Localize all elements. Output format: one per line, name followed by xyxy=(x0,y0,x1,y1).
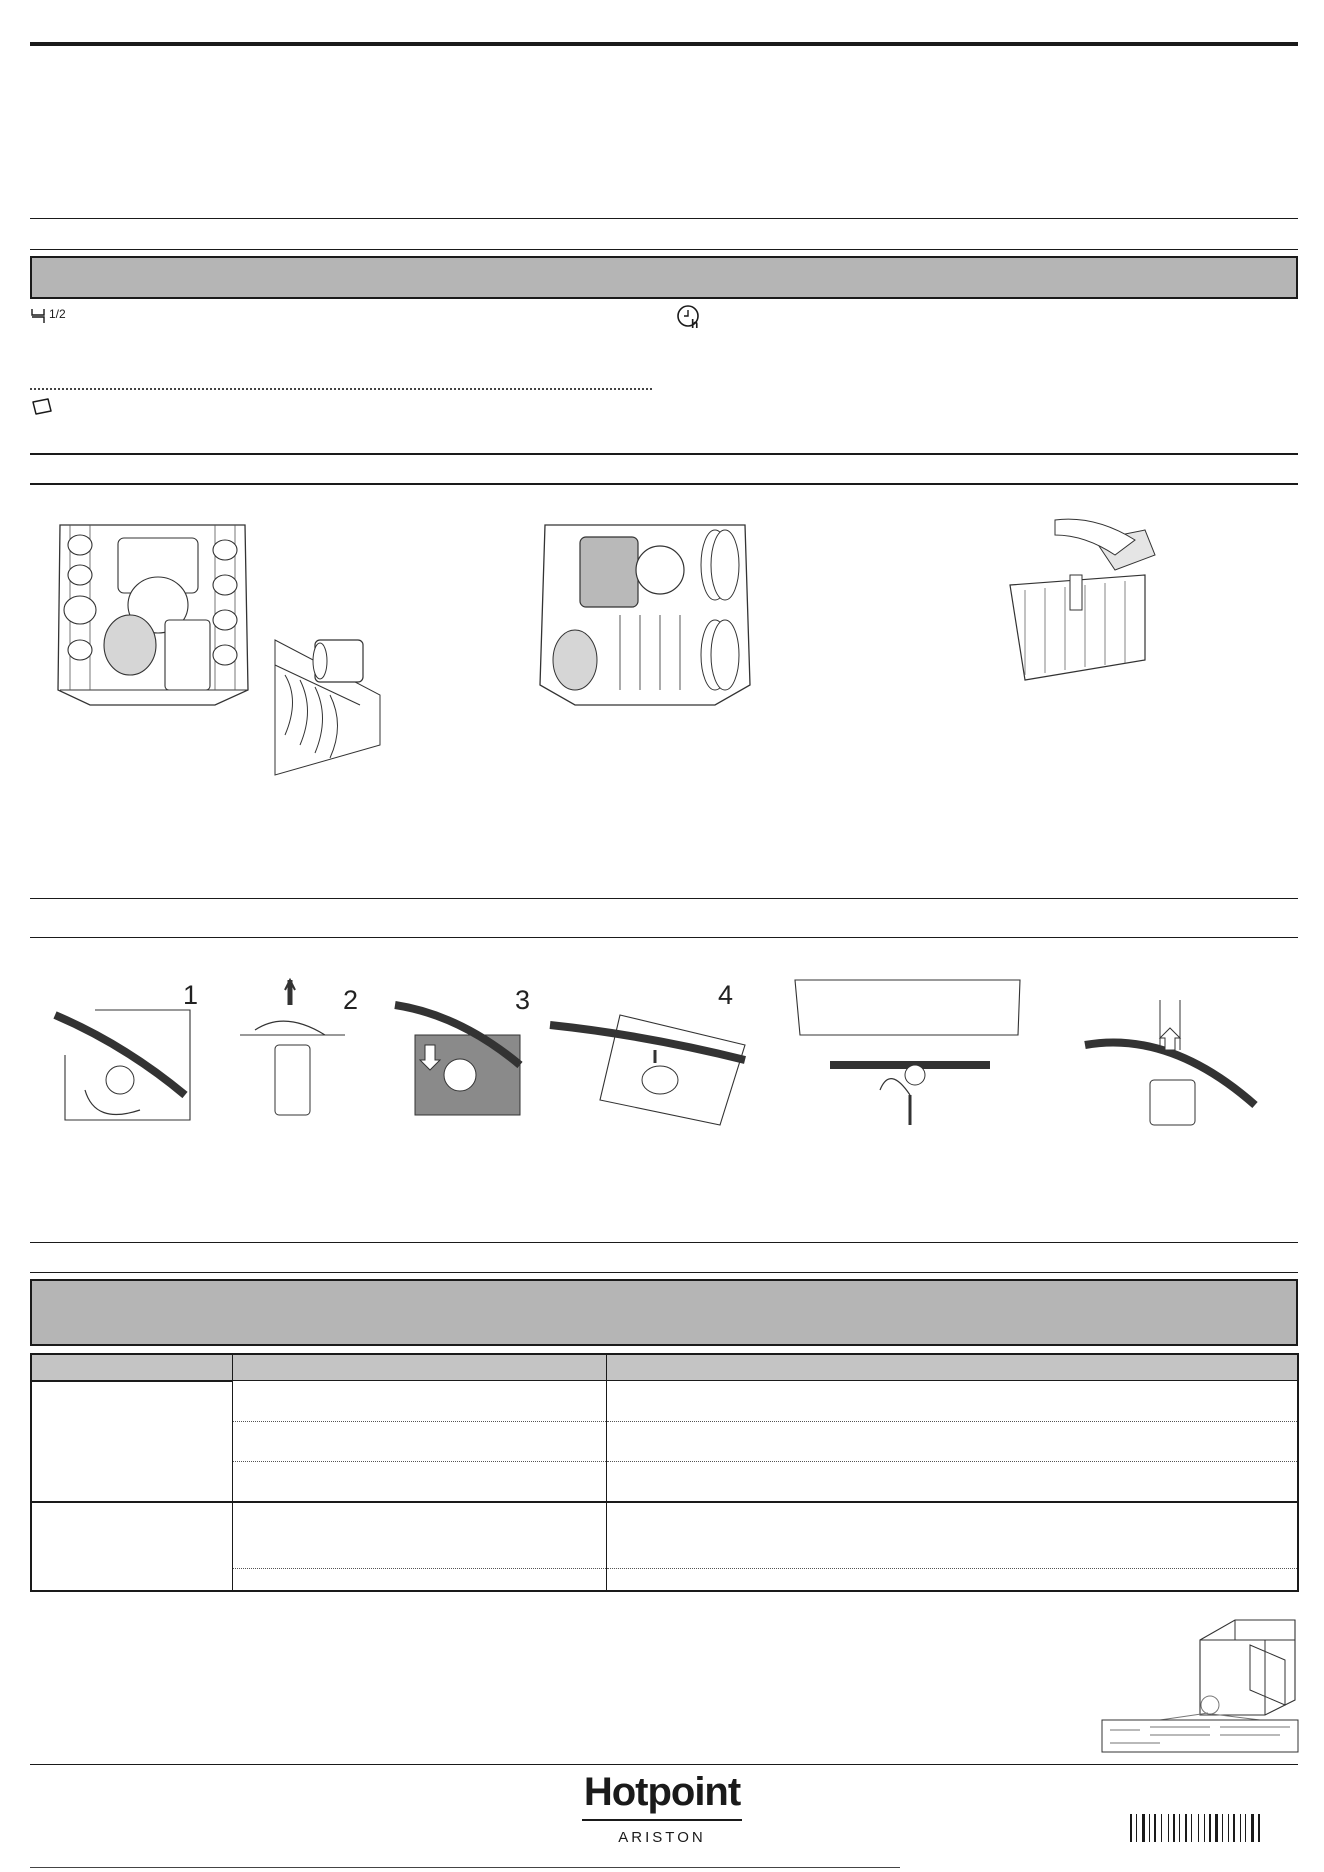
barcode-bar xyxy=(1258,1814,1260,1842)
solution-cell xyxy=(607,1381,1299,1421)
cause-cell xyxy=(233,1421,607,1461)
barcode-bar xyxy=(1198,1814,1199,1842)
section-rule xyxy=(30,898,1298,899)
half-load-label: 1/2 xyxy=(49,307,66,321)
lower-basket-illustration xyxy=(50,510,255,715)
solution-cell xyxy=(607,1462,1299,1502)
step-number: 2 xyxy=(343,985,359,1015)
troubleshooting-table xyxy=(30,1353,1299,1592)
options-header-band xyxy=(30,256,1298,299)
column-header xyxy=(31,1354,233,1381)
troubleshooting-header-band xyxy=(30,1279,1298,1346)
barcode-bar xyxy=(1161,1814,1162,1842)
barcode-bar xyxy=(1142,1814,1145,1842)
tablet-icon xyxy=(30,397,56,417)
upper-basket-illustration xyxy=(530,515,760,715)
delay-start-label: h xyxy=(691,317,699,331)
step-number: 4 xyxy=(718,980,734,1010)
barcode-bar xyxy=(1179,1814,1180,1842)
column-header xyxy=(607,1354,1299,1381)
barcode-bar xyxy=(1149,1814,1150,1842)
barcode-bar xyxy=(1228,1814,1229,1842)
section-rule xyxy=(30,1242,1298,1243)
barcode-bar xyxy=(1245,1814,1246,1842)
step-number: 1 xyxy=(183,980,199,1010)
barcode-bar xyxy=(1240,1814,1241,1842)
cause-cell xyxy=(233,1462,607,1502)
bottom-edge-line xyxy=(30,1867,900,1868)
rating-plate-illustration xyxy=(1100,1615,1300,1755)
delay-start-icon xyxy=(675,303,705,333)
section-rule xyxy=(30,453,1298,455)
step1-illustration xyxy=(45,975,195,1125)
barcode xyxy=(1130,1814,1285,1842)
solution-cell xyxy=(607,1502,1299,1568)
cause-cell xyxy=(233,1568,607,1591)
top-rule xyxy=(30,42,1298,46)
barcode-bar xyxy=(1233,1814,1235,1842)
barcode-bar xyxy=(1222,1814,1223,1842)
step2-illustration xyxy=(230,975,350,1125)
problem-cell xyxy=(31,1381,233,1502)
brand-logo xyxy=(0,1768,1324,1858)
problem-cell xyxy=(31,1502,233,1591)
section-rule xyxy=(30,249,1298,250)
barcode-bar xyxy=(1204,1814,1205,1842)
solution-cell xyxy=(607,1568,1299,1591)
brand-underline xyxy=(582,1819,742,1821)
brand-sub: ARISTON xyxy=(618,1829,706,1846)
barcode-bar xyxy=(1185,1814,1187,1842)
cause-cell xyxy=(233,1502,607,1568)
cutlery-basket-illustration xyxy=(995,515,1165,690)
section-rule xyxy=(30,937,1298,938)
barcode-bar xyxy=(1154,1814,1156,1842)
barcode-bar xyxy=(1173,1814,1175,1842)
half-load-icon xyxy=(30,306,70,324)
step3-illustration xyxy=(390,975,530,1125)
barcode-bar xyxy=(1130,1814,1132,1842)
solution-cell xyxy=(607,1421,1299,1461)
barcode-bar xyxy=(1215,1814,1218,1842)
barcode-bar xyxy=(1136,1814,1137,1842)
section-rule xyxy=(30,218,1298,219)
section-rule xyxy=(30,1272,1298,1273)
barcode-bar xyxy=(1168,1814,1169,1842)
top-spray-arm-illustration xyxy=(1075,990,1265,1130)
footer-rule xyxy=(30,1764,1298,1765)
column-header xyxy=(233,1354,607,1381)
dotted-separator xyxy=(30,388,652,390)
step-number: 3 xyxy=(515,985,531,1015)
barcode-bar xyxy=(1191,1814,1192,1842)
brand-name: Hotpoint xyxy=(583,1770,741,1814)
barcode-bar xyxy=(1251,1814,1254,1842)
upper-spray-arm-illustration xyxy=(790,975,1025,1130)
cause-cell xyxy=(233,1381,607,1421)
rack-detail-illustration xyxy=(270,625,390,790)
barcode-bar xyxy=(1209,1814,1211,1842)
section-rule xyxy=(30,483,1298,485)
